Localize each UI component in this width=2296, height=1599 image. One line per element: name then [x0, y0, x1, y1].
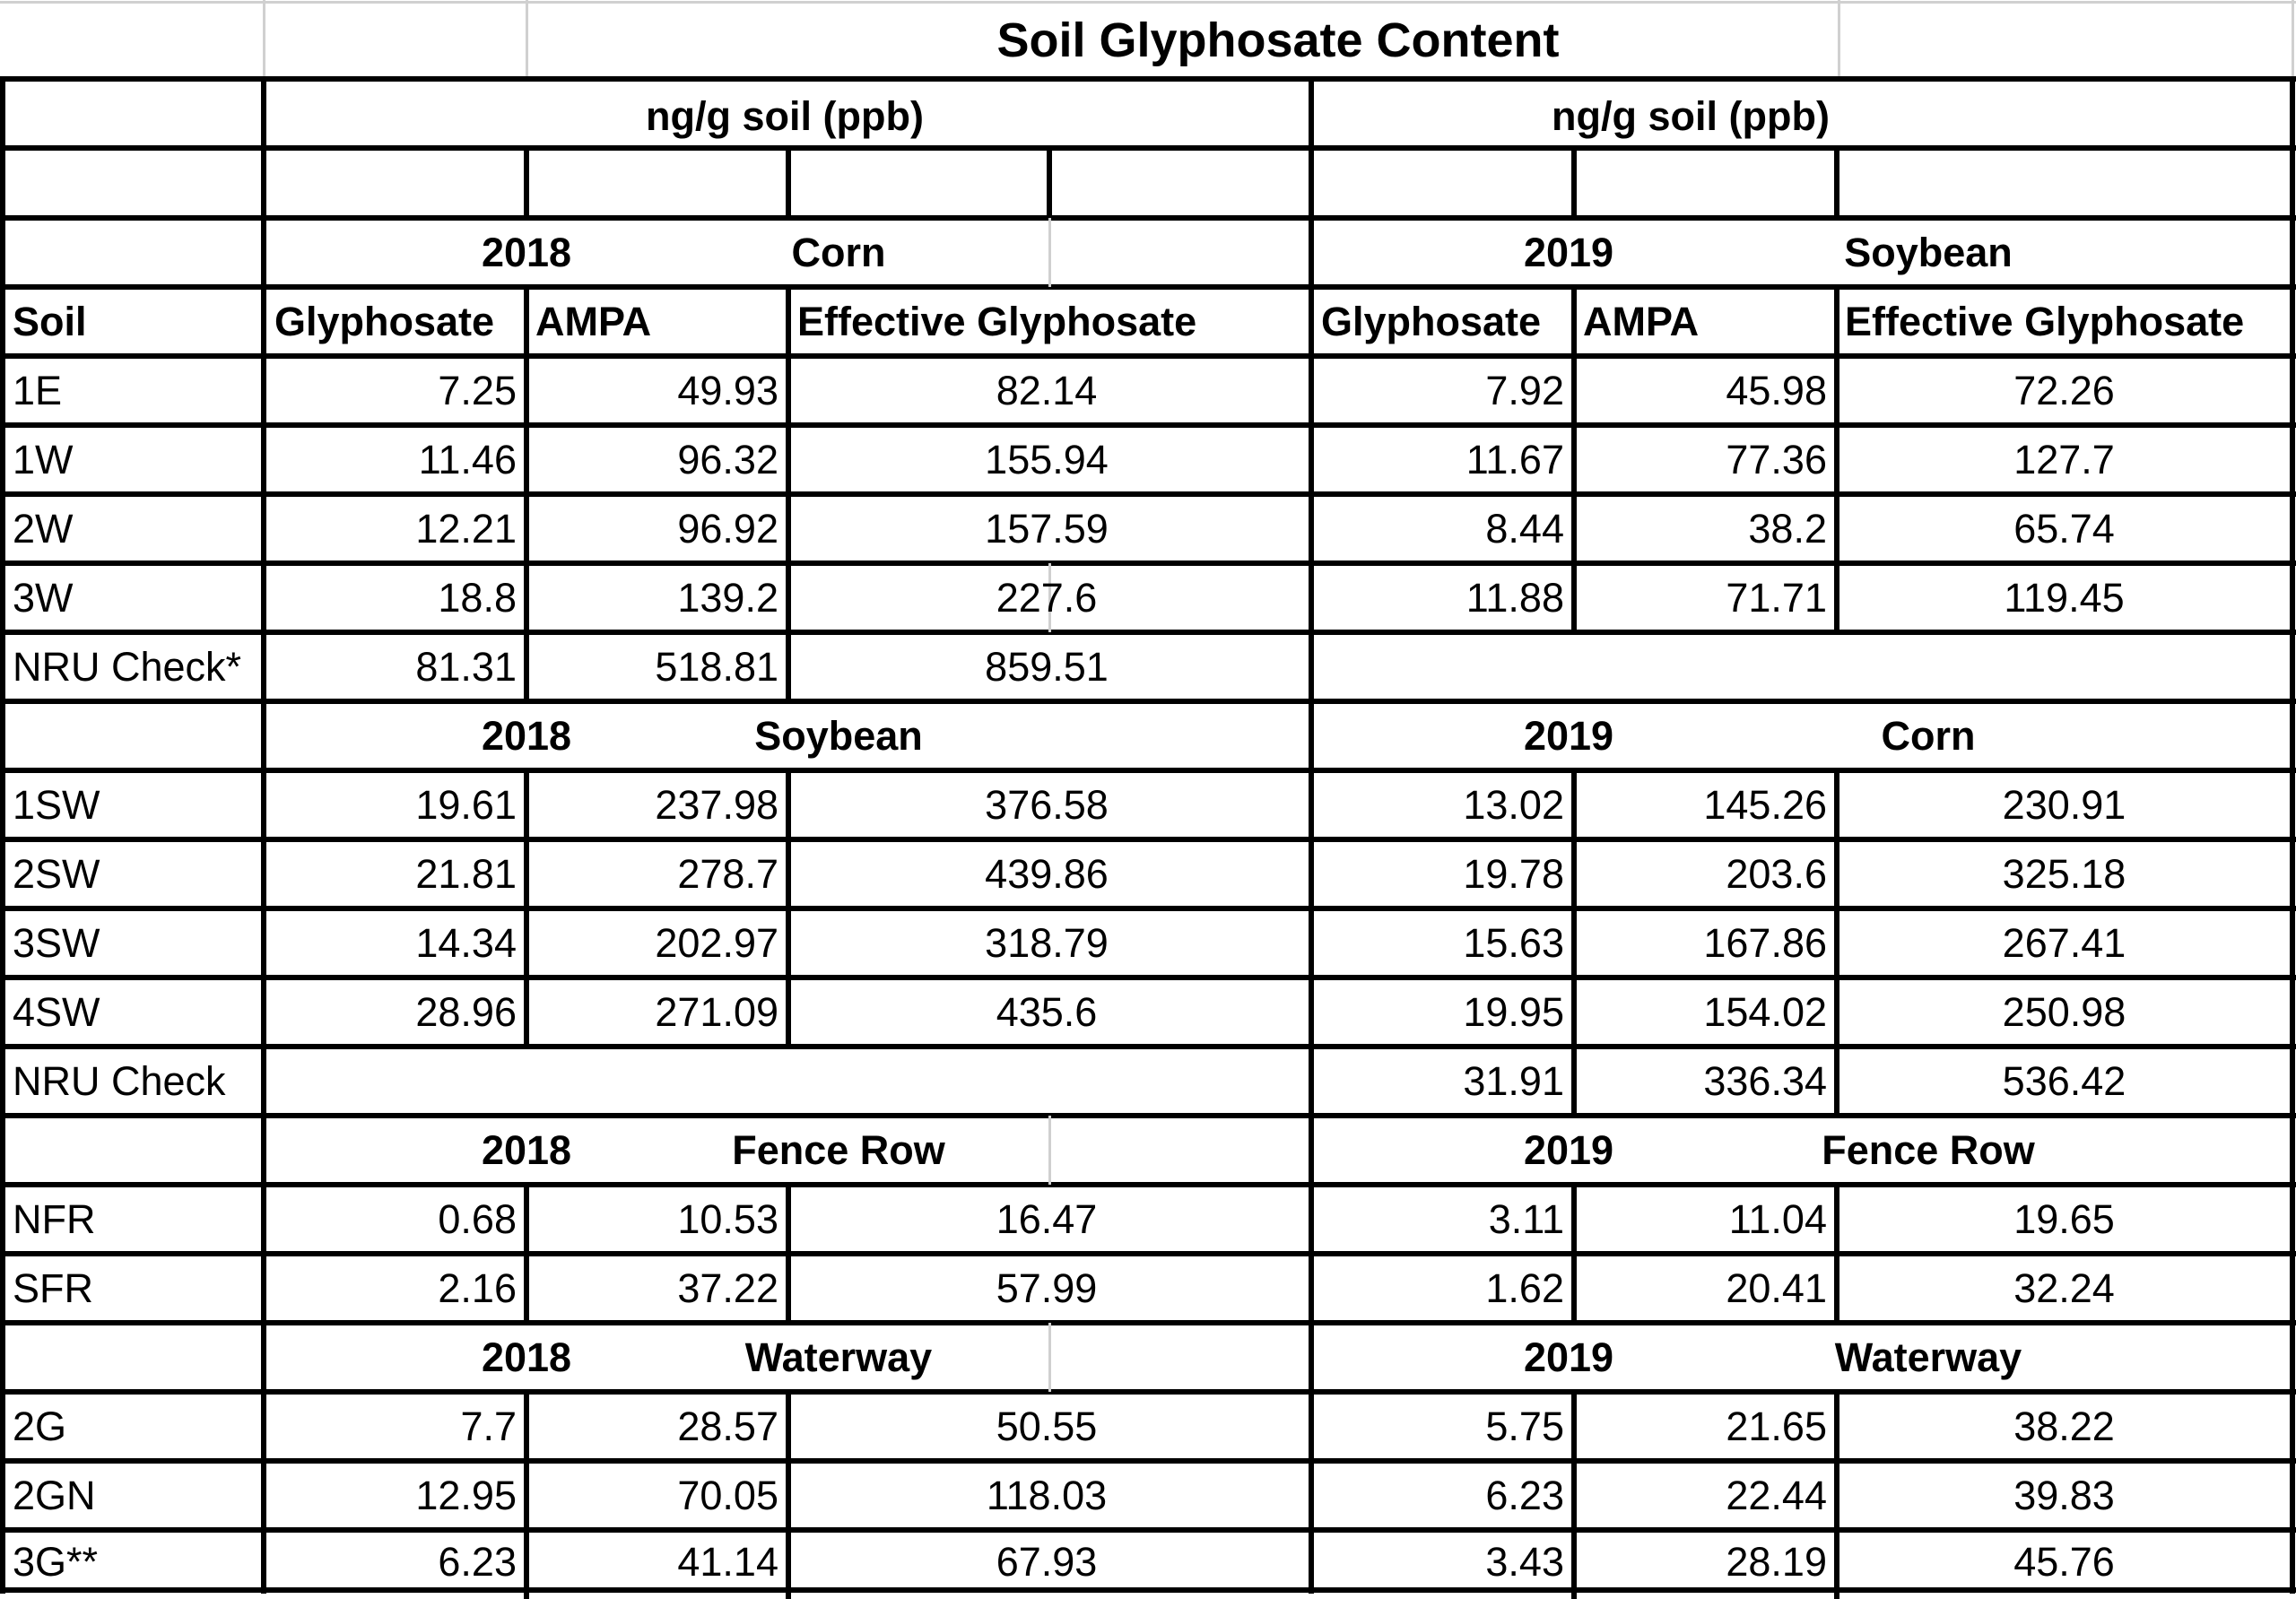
ampa-2018-value: 271.09: [655, 989, 778, 1035]
ampa-2019-value: 22.44: [1726, 1473, 1827, 1518]
ampa-2018-value: 237.98: [655, 782, 778, 828]
border-vertical: [524, 148, 529, 218]
border-vertical: [786, 148, 791, 218]
effective-glyphosate-2019-value: 39.83: [2013, 1473, 2115, 1518]
effective-glyphosate-2019-value: [1832, 632, 2296, 701]
effective-glyphosate-2019-value: 250.98: [2002, 989, 2126, 1035]
section-year-2019: 2019: [1523, 1127, 1614, 1173]
ampa-2018-value: 41.14: [677, 1539, 778, 1585]
ampa-2018-value: [523, 1047, 787, 1116]
gridline-vertical: [263, 0, 265, 79]
effective-glyphosate-2018-value: [785, 1047, 1309, 1116]
ampa-2018-value: 49.93: [677, 368, 778, 413]
ampa-2019-value: 71.71: [1726, 575, 1827, 621]
soil-label: 2W: [13, 506, 74, 552]
ampa-2018-value: 278.7: [677, 851, 778, 897]
glyphosate-2019-value: 1.62: [1485, 1265, 1564, 1311]
effective-glyphosate-2019-value: 119.45: [2004, 575, 2125, 621]
ampa-2019-value: 167.86: [1703, 920, 1827, 966]
effective-glyphosate-2018-value: 157.59: [985, 506, 1109, 552]
soil-label: 1W: [13, 437, 74, 482]
glyphosate-2019-value: 11.88: [1465, 575, 1564, 621]
border-horizontal: [0, 76, 2296, 82]
effective-glyphosate-2019-value: 32.24: [2013, 1265, 2115, 1311]
glyphosate-2019-value: 3.11: [1488, 1196, 1564, 1242]
section-year-2019: 2019: [1523, 230, 1614, 275]
table-title: Soil Glyphosate Content: [996, 13, 1560, 67]
units-label-2018: ng/g soil (ppb): [646, 92, 924, 139]
column-header-effective-2019: Effective Glyphosate: [1845, 299, 2245, 344]
ampa-2018-value: 96.92: [677, 506, 778, 552]
effective-glyphosate-2018-value: 227.6: [996, 575, 1098, 621]
column-header-glyphosate-2019: Glyphosate: [1321, 299, 1542, 344]
effective-glyphosate-2018-value: 439.86: [985, 851, 1109, 897]
ampa-2018-value: 37.22: [677, 1265, 778, 1311]
border-vertical: [1834, 148, 1839, 218]
soil-label: 4SW: [13, 989, 100, 1035]
soil-label: 2SW: [13, 851, 100, 897]
section-year-2018: 2018: [481, 1334, 572, 1380]
ampa-2019-value: 77.36: [1726, 437, 1827, 482]
glyphosate-2019-value: 15.63: [1463, 920, 1564, 966]
glyphosate-2018-value: 81.31: [415, 644, 517, 690]
glyphosate-2019-value: 6.23: [1485, 1473, 1564, 1518]
effective-glyphosate-2019-value: 267.41: [2002, 920, 2126, 966]
ampa-2019-value: 38.2: [1748, 506, 1827, 552]
section-year-2018: 2018: [481, 230, 572, 275]
ampa-2019-value: 154.02: [1703, 989, 1827, 1035]
glyphosate-2019-value: 19.95: [1463, 989, 1564, 1035]
gridline-vertical: [2292, 0, 2294, 79]
ampa-2019-value: 11.04: [1728, 1196, 1827, 1242]
ampa-2019-value: 336.34: [1703, 1058, 1827, 1104]
soil-label: 2G: [13, 1403, 67, 1449]
section-year-2019: 2019: [1523, 1334, 1614, 1380]
column-header-ampa-2018: AMPA: [535, 299, 652, 344]
effective-glyphosate-2019-value: 230.91: [2002, 782, 2126, 828]
effective-glyphosate-2018-value: 82.14: [996, 368, 1098, 413]
effective-glyphosate-2018-value: 57.99: [996, 1265, 1098, 1311]
effective-glyphosate-2019-value: 19.65: [2013, 1196, 2115, 1242]
section-year-2018: 2018: [481, 713, 572, 759]
ampa-2018-value: 518.81: [655, 644, 778, 690]
glyphosate-2018-value: 12.21: [415, 506, 517, 552]
glyphosate-2018-value: 21.81: [415, 851, 517, 897]
ampa-2018-value: 28.57: [677, 1403, 778, 1449]
glyphosate-2018-value: 7.7: [460, 1403, 517, 1449]
effective-glyphosate-2019-value: 127.7: [2013, 437, 2115, 482]
section-crop-2018: Waterway: [744, 1334, 933, 1380]
soil-label: 3G**: [13, 1539, 99, 1585]
effective-glyphosate-2019-value: 65.74: [2013, 506, 2115, 552]
glyphosate-2018-value: 18.8: [438, 575, 517, 621]
border-vertical: [1571, 148, 1577, 218]
effective-glyphosate-2019-value: 325.18: [2002, 851, 2126, 897]
ampa-2019-value: 20.41: [1726, 1265, 1827, 1311]
soil-label: 1SW: [13, 782, 100, 828]
soil-label: NRU Check*: [13, 644, 242, 690]
glyphosate-2019-value: 19.78: [1463, 851, 1564, 897]
glyphosate-2019-value: 5.75: [1485, 1403, 1564, 1449]
soil-label: 3SW: [13, 920, 100, 966]
effective-glyphosate-2018-value: 16.47: [996, 1196, 1098, 1242]
glyphosate-2018-value: 28.96: [415, 989, 517, 1035]
border-horizontal: [0, 145, 2296, 151]
ampa-2019-value: 28.19: [1726, 1539, 1827, 1585]
soil-label: NRU Check: [13, 1058, 226, 1104]
ampa-2018-value: 70.05: [677, 1473, 778, 1518]
soil-label: 2GN: [13, 1473, 96, 1518]
glyphosate-2018-value: [262, 1047, 526, 1116]
border-vertical: [1047, 148, 1052, 218]
ampa-2018-value: 139.2: [677, 575, 778, 621]
ampa-2019-value: 203.6: [1726, 851, 1827, 897]
column-header-soil: Soil: [13, 299, 87, 344]
section-year-2018: 2018: [481, 1127, 572, 1173]
ampa-2019-value: 145.26: [1703, 782, 1827, 828]
ampa-2018-value: 202.97: [655, 920, 778, 966]
effective-glyphosate-2018-value: 859.51: [985, 644, 1109, 690]
ampa-2018-value: 96.32: [677, 437, 778, 482]
effective-glyphosate-2018-value: 155.94: [985, 437, 1109, 482]
gridline-horizontal: [0, 1, 2296, 4]
section-crop-2019: Waterway: [1834, 1334, 2022, 1380]
section-crop-2018: Corn: [791, 230, 886, 275]
glyphosate-2018-value: 0.68: [438, 1196, 517, 1242]
column-header-ampa-2019: AMPA: [1583, 299, 1700, 344]
section-crop-2019: Soybean: [1844, 230, 2013, 275]
glyphosate-2018-value: 7.25: [438, 368, 517, 413]
glyphosate-2018-value: 6.23: [438, 1539, 517, 1585]
ampa-2019-value: [1570, 632, 1836, 701]
glyphosate-2019-value: 31.91: [1463, 1058, 1564, 1104]
ampa-2018-value: 10.53: [677, 1196, 778, 1242]
glyphosate-2018-value: 12.95: [415, 1473, 517, 1518]
gridline-vertical: [526, 0, 528, 79]
glyphosate-2019-value: 3.43: [1485, 1539, 1564, 1585]
ampa-2019-value: 21.65: [1726, 1403, 1827, 1449]
section-crop-2019: Corn: [1881, 713, 1976, 759]
effective-glyphosate-2018-value: 435.6: [996, 989, 1098, 1035]
glyphosate-2019-value: 13.02: [1463, 782, 1564, 828]
effective-glyphosate-2018-value: 118.03: [986, 1473, 1108, 1518]
effective-glyphosate-2019-value: 536.42: [2002, 1058, 2126, 1104]
effective-glyphosate-2018-value: 50.55: [996, 1403, 1098, 1449]
glyphosate-2019-value: 11.67: [1465, 437, 1564, 482]
section-crop-2018: Soybean: [754, 713, 923, 759]
section-year-2019: 2019: [1523, 713, 1614, 759]
glyphosate-2018-value: 11.46: [418, 437, 517, 482]
glyphosate-2018-value: 19.61: [415, 782, 517, 828]
effective-glyphosate-2018-value: 67.93: [996, 1539, 1098, 1585]
ampa-2019-value: 45.98: [1726, 368, 1827, 413]
effective-glyphosate-2018-value: 318.79: [985, 920, 1109, 966]
effective-glyphosate-2019-value: 72.26: [2013, 368, 2115, 413]
soil-label: SFR: [13, 1265, 93, 1311]
section-crop-2018: Fence Row: [732, 1127, 945, 1173]
column-header-glyphosate-2018: Glyphosate: [274, 299, 495, 344]
soil-label: 3W: [13, 575, 74, 621]
soil-label: 1E: [13, 368, 63, 413]
glyphosate-2019-value: 7.92: [1485, 368, 1564, 413]
effective-glyphosate-2019-value: 45.76: [2013, 1539, 2115, 1585]
glyphosate-2018-value: 14.34: [415, 920, 517, 966]
units-label-2019: ng/g soil (ppb): [1552, 92, 1830, 139]
gridline-vertical: [1838, 0, 1840, 79]
glyphosate-2019-value: [1309, 632, 1573, 701]
effective-glyphosate-2019-value: 38.22: [2013, 1403, 2115, 1449]
effective-glyphosate-2018-value: 376.58: [985, 782, 1109, 828]
soil-label: NFR: [13, 1196, 96, 1242]
glyphosate-2019-value: 8.44: [1485, 506, 1564, 552]
glyphosate-2018-value: 2.16: [438, 1265, 517, 1311]
column-header-effective-2018: Effective Glyphosate: [797, 299, 1197, 344]
section-crop-2019: Fence Row: [1822, 1127, 2035, 1173]
